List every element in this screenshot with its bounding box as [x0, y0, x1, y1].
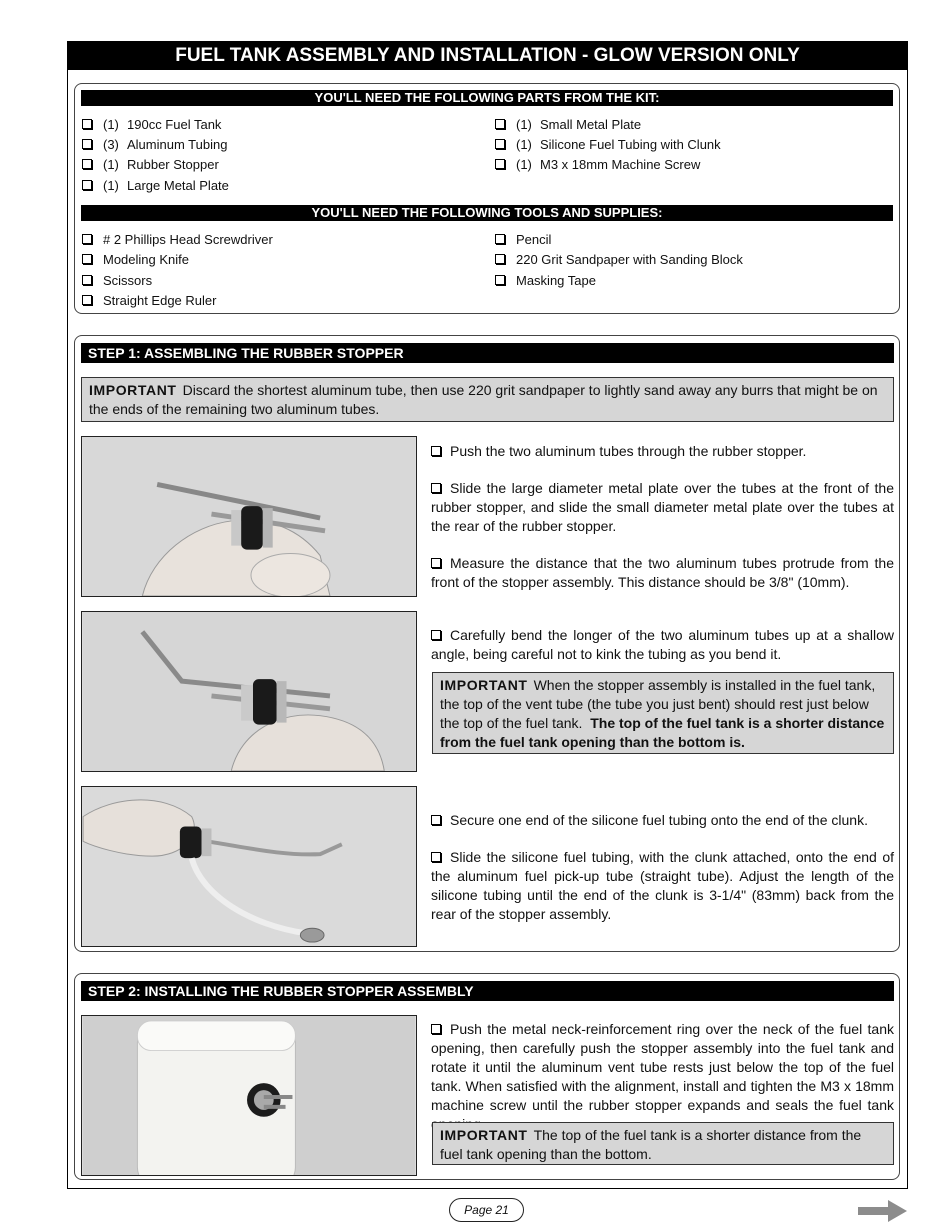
page-number: Page 21 [449, 1198, 524, 1222]
tools-header: YOU'LL NEED THE FOLLOWING TOOLS AND SUPPLIES: [81, 205, 893, 221]
checkbox-icon[interactable] [431, 852, 441, 862]
part-item[interactable]: (1) Small Metal Plate [495, 117, 641, 133]
checkbox-icon[interactable] [431, 630, 441, 640]
checkbox-icon[interactable] [431, 558, 441, 568]
step1-p2: Slide the large diameter metal plate over the tubes at the front of the rubber stopper, and slide the small diameter metal plate over the tubes at the rear of the rubber stopper. [431, 480, 894, 534]
photo-clunk [81, 786, 417, 947]
part-item[interactable]: (1) Silicone Fuel Tubing with Clunk [495, 137, 721, 153]
checkbox-icon[interactable] [431, 483, 441, 493]
tool-item[interactable]: Masking Tape [495, 273, 596, 289]
tool-item[interactable]: 220 Grit Sandpaper with Sanding Block [495, 252, 743, 268]
part-item[interactable]: (3) Aluminum Tubing [82, 137, 227, 153]
part-item[interactable]: (1) M3 x 18mm Machine Screw [495, 157, 700, 173]
tool-item[interactable]: Pencil [495, 232, 551, 248]
step1-p6: Slide the silicone fuel tubing, with the clunk attached, onto the end of the aluminum fuel pick-up tube (straight tube). Adjust the length of the silicone tubing until the end of the clunk is 3-1/4" (83mm) back from the rear of the stopper assembly. [431, 849, 894, 922]
next-page-arrow-icon[interactable] [858, 1199, 908, 1223]
bent-tube-illustration [82, 612, 416, 771]
checkbox-icon[interactable] [495, 159, 505, 169]
tool-item[interactable]: Modeling Knife [82, 252, 189, 268]
important-label: IMPORTANT [440, 677, 528, 693]
step1-p1: Push the two aluminum tubes through the rubber stopper. [431, 442, 894, 461]
checkbox-icon[interactable] [82, 119, 92, 129]
step1-p4: Carefully bend the longer of the two aluminum tubes up at a shallow angle, being careful not to kink the tubing as you bend it. [431, 627, 894, 662]
part-item[interactable]: (1) 190cc Fuel Tank [82, 117, 221, 133]
checkbox-icon[interactable] [431, 446, 441, 456]
step1-header: STEP 1: ASSEMBLING THE RUBBER STOPPER [81, 343, 894, 363]
stopper-tubes-illustration [82, 437, 416, 596]
tool-item[interactable]: # 2 Phillips Head Screwdriver [82, 232, 273, 248]
step1-p3: Measure the distance that the two aluminum tubes protrude from the front of the stopper assembly. This distance should be 3/8" (10mm). [431, 555, 894, 590]
tool-item[interactable]: Scissors [82, 273, 152, 289]
checkbox-icon[interactable] [431, 1024, 441, 1034]
checkbox-icon[interactable] [495, 119, 505, 129]
parts-header: YOU'LL NEED THE FOLLOWING PARTS FROM THE KIT: [81, 90, 893, 106]
clunk-illustration [82, 787, 416, 946]
checkbox-icon[interactable] [495, 139, 505, 149]
fuel-tank-illustration [82, 1016, 416, 1175]
checkbox-icon[interactable] [495, 275, 505, 285]
step1-p5: Secure one end of the silicone fuel tubing onto the end of the clunk. [431, 811, 894, 830]
checkbox-icon[interactable] [82, 275, 92, 285]
step1-important2: IMPORTANT When the stopper assembly is installed in the fuel tank, the top of the vent tube (the tube you just bent) should rest just below the top of the fuel tank. The top of the fuel tank is a shorter distance from the fuel tank opening than the bottom is. [432, 672, 894, 754]
checkbox-icon[interactable] [495, 234, 505, 244]
checkbox-icon[interactable] [82, 159, 92, 169]
checkbox-icon[interactable] [82, 180, 92, 190]
page-title: FUEL TANK ASSEMBLY AND INSTALLATION - GLOW VERSION ONLY [68, 42, 907, 70]
tool-item[interactable]: Straight Edge Ruler [82, 293, 216, 309]
checkbox-icon[interactable] [431, 815, 441, 825]
step1-important: IMPORTANT Discard the shortest aluminum tube, then use 220 grit sandpaper to lightly sand away any burrs that might be on the ends of the remaining two aluminum tubes. [81, 377, 894, 422]
photo-bent-tube [81, 611, 417, 772]
step2-header: STEP 2: INSTALLING THE RUBBER STOPPER ASSEMBLY [81, 981, 894, 1001]
checkbox-icon[interactable] [495, 254, 505, 264]
step2-important: IMPORTANT The top of the fuel tank is a shorter distance from the fuel tank opening than the bottom. [432, 1122, 894, 1165]
photo-fuel-tank [81, 1015, 417, 1176]
checkbox-icon[interactable] [82, 295, 92, 305]
checkbox-icon[interactable] [82, 254, 92, 264]
important-label: IMPORTANT [89, 382, 177, 398]
photo-stopper-tubes [81, 436, 417, 597]
part-item[interactable]: (1) Rubber Stopper [82, 157, 219, 173]
important-label: IMPORTANT [440, 1127, 528, 1143]
step2-p1: Push the metal neck-reinforcement ring over the neck of the fuel tank opening, then carefully push the stopper assembly into the fuel tank and rotate it until the aluminum vent tube rests just below the top of the fuel tank. When satisfied with the alignment, install and tighten the M3 x 18mm machine screw until the rubber stopper expands and seals the fuel tank [431, 1021, 894, 1113]
part-item[interactable]: (1) Large Metal Plate [82, 178, 229, 194]
checkbox-icon[interactable] [82, 139, 92, 149]
checkbox-icon[interactable] [82, 234, 92, 244]
